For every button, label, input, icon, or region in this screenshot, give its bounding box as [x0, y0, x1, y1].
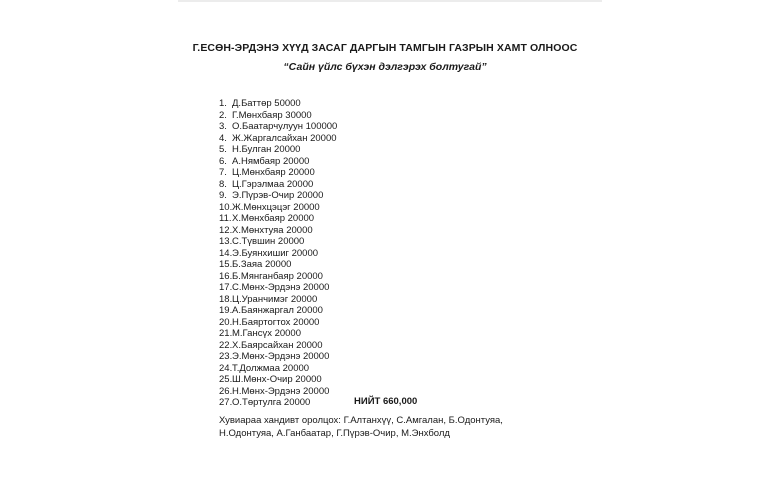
list-item-number: 16.: [219, 270, 233, 282]
top-border-line: [178, 0, 602, 2]
list-item: [219, 340, 337, 352]
document-subtitle: “Сайн үйлс бүхэн дэлгэрэх болтугай”: [283, 61, 487, 73]
list-item: [219, 328, 337, 340]
list-item: [219, 156, 337, 168]
list-item-number: 7.: [219, 167, 227, 178]
list-item-text: О.Баатарчулуун 100000: [232, 121, 338, 132]
list-item-text: Э.Мөнх-Эрдэнэ 20000: [232, 351, 330, 362]
list-item-text: Ц.Гэрэлмаа 20000: [232, 178, 314, 190]
list-item-text: А.Нямбаяр 20000: [232, 155, 310, 167]
list-item: [219, 363, 337, 375]
list-item-text: Н.Баяртогтох 20000: [232, 316, 320, 328]
list-item: [219, 248, 337, 260]
list-item-number: 8.: [219, 178, 227, 190]
list-item-number: 4.: [219, 132, 227, 144]
list-item: [219, 167, 337, 179]
list-item-number: 2.: [219, 109, 227, 121]
list-item-number: 19.: [219, 305, 233, 316]
list-item-text: Ц.Уранчимэг 20000: [232, 293, 318, 305]
list-item-text: Т.Должмаа 20000: [232, 362, 310, 374]
list-item: [219, 98, 337, 110]
total-amount: НИЙТ 660,000: [354, 396, 418, 407]
list-item: [219, 236, 337, 248]
list-item-number: 23.: [219, 351, 233, 362]
list-item-number: 22.: [219, 339, 233, 351]
list-item-text: Х.Баярсайхан 20000: [232, 339, 323, 351]
list-item: [219, 213, 337, 225]
list-item: [219, 305, 337, 317]
list-item-number: 25.: [219, 374, 233, 385]
list-item-text: Ж.Мөнхцэцэг 20000: [232, 201, 320, 213]
list-item-number: 13.: [219, 236, 233, 247]
list-item-text: Б.Мянганбаяр 20000: [232, 270, 323, 282]
individual-donors-note: Хувиараа хандивт оролцох: Г.Алтанхүү, С.Амгалан, Б.Одонтуяа, Н.Одонтуяа, А.Ганбаатар, Г.Пүрэв-Очир, М.Энхболд: [219, 415, 503, 439]
list-item-text: Ш.Мөнх-Очир 20000: [232, 374, 322, 385]
list-item: [219, 179, 337, 191]
donor-list: [219, 98, 337, 409]
list-item-number: 24.: [219, 362, 233, 374]
list-item-text: Н.Булган 20000: [232, 144, 301, 155]
list-item: [219, 110, 337, 122]
list-item-number: 9.: [219, 190, 227, 201]
list-item-text: Д.Баттөр 50000: [232, 98, 301, 109]
list-item-number: 21.: [219, 328, 233, 339]
list-item: [219, 121, 337, 133]
list-item-text: А.Баянжаргал 20000: [232, 305, 323, 316]
list-item-number: 1.: [219, 98, 227, 109]
document-title: Г.ЕСӨН-ЭРДЭНЭ ХҮҮД ЗАСАГ ДАРГЫН ТАМГЫН ГАЗРЫН ХАМТ ОЛНООС: [192, 42, 578, 54]
list-item: [219, 282, 337, 294]
list-item-number: 3.: [219, 121, 227, 132]
list-item-text: О.Төртулга 20000: [232, 397, 311, 408]
list-item-number: 18.: [219, 293, 233, 305]
list-item-number: 27.: [219, 397, 233, 408]
list-item-number: 11.: [219, 213, 232, 224]
list-item-number: 5.: [219, 144, 227, 155]
list-item-text: Х.Мөнхбаяр 20000: [232, 213, 315, 224]
list-item: [219, 133, 337, 145]
list-item-text: С.Мөнх-Эрдэнэ 20000: [232, 282, 330, 293]
list-item: [219, 386, 337, 398]
list-item: [219, 225, 337, 237]
list-item-number: 10.: [219, 201, 233, 213]
list-item-text: Н.Мөнх-Эрдэнэ 20000: [232, 385, 330, 397]
list-item: [219, 144, 337, 156]
list-item-text: С.Түвшин 20000: [232, 236, 305, 247]
list-item-text: Ц.Мөнхбаяр 20000: [232, 167, 315, 178]
list-item-number: 17.: [219, 282, 233, 293]
list-item: [219, 259, 337, 271]
list-item-number: 6.: [219, 155, 227, 167]
list-item-text: Э.Буянхишиг 20000: [232, 247, 319, 259]
list-item-number: 14.: [219, 247, 233, 259]
list-item: [219, 202, 337, 214]
list-item: [219, 271, 337, 283]
list-item-text: Б.Заяа 20000: [232, 259, 292, 270]
list-item: [219, 397, 337, 409]
list-item-text: Х.Мөнхтуяа 20000: [232, 224, 313, 236]
list-item-text: Г.Мөнхбаяр 30000: [232, 109, 312, 121]
list-item: [219, 294, 337, 306]
list-item: [219, 374, 337, 386]
list-item: [219, 190, 337, 202]
list-item-number: 15.: [219, 259, 233, 270]
list-item: [219, 317, 337, 329]
list-item-number: 20.: [219, 316, 233, 328]
list-item-number: 12.: [219, 224, 233, 236]
list-item: [219, 351, 337, 363]
list-item-text: М.Гансүх 20000: [232, 328, 302, 339]
list-item-text: Э.Пүрэв-Очир 20000: [232, 190, 324, 201]
list-item-text: Ж.Жаргалсайхан 20000: [232, 132, 337, 144]
list-item-number: 26.: [219, 385, 233, 397]
